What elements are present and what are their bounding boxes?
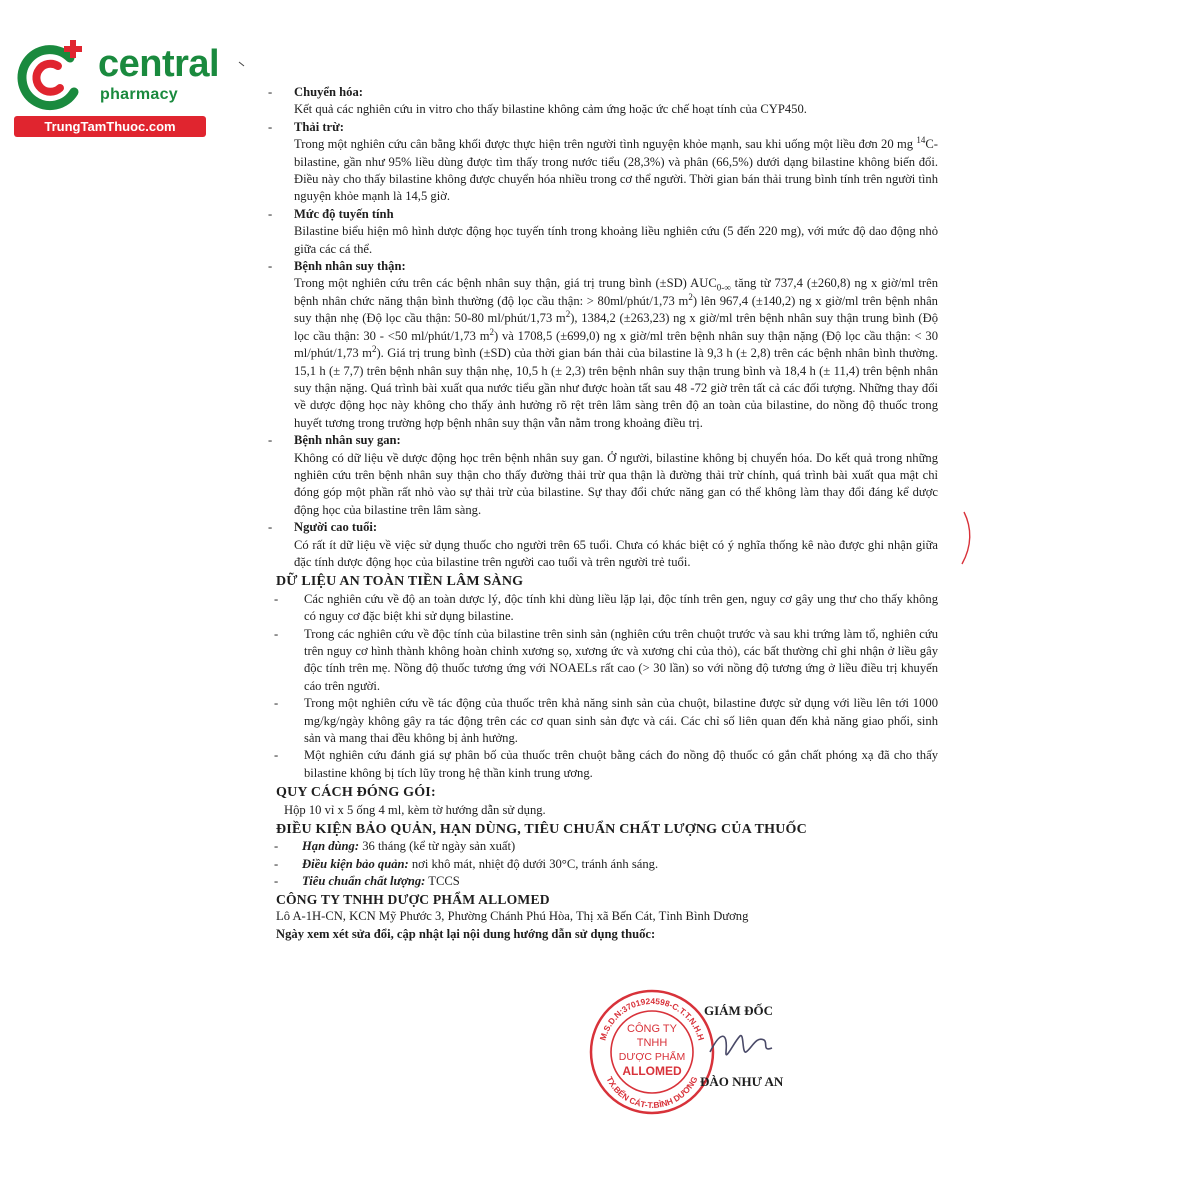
revision-note: Ngày xem xét sửa đổi, cập nhật lại nội dung hướng dẫn sử dụng thuốc:: [276, 926, 656, 941]
section-text: Không có dữ liệu về dược động học trên bệnh nhân suy gan. Ở người, bilastine không bị chuyển hóa. Do kết quả trong những nghiên cứu trên bệnh nhân suy thận cho thấy đường thải trừ qua thận là đường thải trừ chính, quá trình bài xuất qua mật chỉ đóng góp một phần rất nhỏ vào sự thải trừ của bilastine. Sự thay đổi chức năng gan có thể không làm thay đổi đáng kể dược động học của bilastine trên lâm sàng.: [294, 450, 938, 517]
svg-text:TX.BẾN CÁT-T.BÌNH DƯƠNG: TX.BẾN CÁT-T.BÌNH DƯƠNG: [604, 1074, 700, 1111]
packaging-heading: QUY CÁCH ĐÓNG GÓI:: [276, 785, 436, 801]
section-title: Bệnh nhân suy thận:: [294, 259, 406, 274]
svg-text:CÔNG TY: CÔNG TY: [627, 1023, 677, 1035]
director-title: GIÁM ĐỐC: [704, 1003, 773, 1018]
section-renal-impairment: - Bệnh nhân suy thận: Trong một nghiên cứu trên các bệnh nhân suy thận, giá trị trung bình (±SD) $AUC_{0-\infty}$ tăng từ 737,4 (±260,8) ng x giờ/ml trên bệnh nhân chức năng thận bình thường (độ lọc cầu thận: > 80ml/phút/1,73 $m^2$) lên 967,4 (±140,2) ng x giờ/ml trên bệnh nhân suy thận nhẹ (Độ lọc cầu thận: 50-80 ml/phút/1,73 $m^2$), 1384,2 (±263,23) ng x giờ/ml trên bệnh nhân suy thận trung bình (Độ lọc cầu thận: 30 - <50 ml/phút/1,73 $m^2$) và 1708,5 (±699,0) ng x giờ/ml trên bệnh nhân suy thận nặng (Độ lọc cầu thận: < 30 ml/phút/1,73 $m^2$). Giá trị trung bình (±SD) của thời gian bán thải của bilastine là 9,3 h (± 2,8) trên các bệnh nhân bình thường. 15,1 h (± 7,7) trên bệnh nhân suy thận nhẹ, 10,5 h (± 2,3) trên bệnh nhân suy thận trung bình và 18,4 h (± 11,4) trên bệnh nhân suy thận nặng. Quá trình bài xuất qua nước tiểu gần như được hoàn tất sau 48 -72 giờ trên tất cả các đối tượng. Những thay đổi về dược động học này không cho thấy ảnh hưởng rõ rệt trên lâm sàng trên độ an toàn của bilastine, do nồng độ thuốc trong huyết tương trong trường hợp bệnh nhân suy thận vẫn nằm trong khoảng điều trị.: [262, 258, 938, 432]
section-text: Kết quả các nghiên cứu in vitro cho thấy bilastine không cảm ứng hoặc ức chế hoạt tính của CYP450.: [294, 102, 807, 117]
list-item: - Trong một nghiên cứu về tác động của thuốc trên khả năng sinh sản của chuột, bilastine được sử dụng với liều lên tới 1000 mg/kg/ngày không gây ra tác động trên các cơ quan sinh sản đực và cái. Các chỉ số liên quan đến khả năng giao phối, sinh sản và mang thai đều không bị ảnh hưởng.: [274, 696, 938, 746]
section-text: Trong một nghiên cứu trên các bệnh nhân suy thận, giá trị trung bình (±SD) $AUC_{0-\infty}$ tăng từ 737,4 (±260,8) ng x giờ/ml trên bệnh nhân chức năng thận bình thường (độ lọc cầu thận: > 80ml/phút/1,73 $m^2$) lên 967,4 (±140,2) ng x giờ/ml trên bệnh nhân suy thận nhẹ (Độ lọc cầu thận: 50-80 ml/phút/1,73 $m^2$), 1384,2 (±263,23) ng x giờ/ml trên bệnh nhân suy thận trung bình (Độ lọc cầu thận: 30 - <50 ml/phút/1,73 $m^2$) và 1708,5 (±699,0) ng x giờ/ml trên bệnh nhân suy thận nặng (Độ lọc cầu thận: < 30 ml/phút/1,73 $m^2$). Giá trị trung bình (±SD) của thời gian bán thải của bilastine là 9,3 h (± 2,8) trên các bệnh nhân bình thường. 15,1 h (± 7,7) trên bệnh nhân suy thận nhẹ, 10,5 h (± 2,3) trên bệnh nhân suy thận trung bình và 18,4 h (± 11,4) trên bệnh nhân suy thận nặng. Quá trình bài xuất qua nước tiểu gần như được hoàn tất sau 48 -72 giờ trên tất cả các đối tượng. Những thay đổi về dược động học này không cho thấy ảnh hưởng rõ rệt trên lâm sàng trên độ an toàn của bilastine, do nồng độ thuốc trong huyết tương trong trường hợp bệnh nhân suy thận vẫn nằm trong khoảng điều trị.: [294, 276, 938, 430]
preclinical-heading: DỮ LIỆU AN TOÀN TIỀN LÂM SÀNG: [276, 574, 524, 590]
logo-banner: TrungTamThuoc.com: [14, 116, 206, 137]
section-title: Mức độ tuyến tính: [294, 206, 394, 221]
storage-item-conditions: - Điều kiện bảo quản: nơi khô mát, nhiệt độ dưới 30°C, tránh ánh sáng.: [274, 856, 659, 871]
section-hepatic-impairment: - Bệnh nhân suy gan: Không có dữ liệu về dược động học trên bệnh nhân suy gan. Ở người, bilastine không bị chuyển hóa. Do kết quả trong những nghiên cứu trên bệnh nhân suy thận cho thấy đường thải trừ qua thận là đường thải trừ chính, quá trình bài xuất qua mật chỉ đóng góp một phần rất nhỏ vào sự thải trừ của bilastine. Sự thay đổi chức năng gan có thể không làm thay đổi đáng kể dược động học của bilastine trên lâm sàng.: [262, 432, 938, 519]
logo-name: central: [98, 43, 220, 85]
list-item: - Một nghiên cứu đánh giá sự phân bố của thuốc trên chuột bằng cách đo nồng độ thuốc có gắn chất phóng xạ đã cho thấy bilastine không bị tích lũy trong hệ thần kinh trung ương.: [274, 748, 938, 780]
section-elimination: - Thải trừ: Trong một nghiên cứu cân bằng khối được thực hiện trên người tình nguyện khỏe mạnh, sau khi uống một liều đơn 20 mg $^{14}$C-bilastine, gần như 95% liều dùng được tìm thấy trong nước tiểu (28,3%) và phân (66,5%) dưới dạng bilastine không biến đổi. Điều này cho thấy bilastine không được chuyển hóa nhiều trong cơ thể người. Thời gian bán thải trung bình tính trên người tình nguyện khỏe mạnh là 14,5 giờ.: [262, 119, 938, 206]
storage-item-shelf-life: - Hạn dùng: 36 tháng (kể từ ngày sản xuất): [274, 839, 516, 854]
svg-text:DƯỢC PHẨM: DƯỢC PHẨM: [618, 1051, 686, 1063]
handwritten-signature: [706, 1022, 776, 1068]
section-title: Bệnh nhân suy gan:: [294, 433, 401, 448]
signer-name: ĐÀO NHƯ AN: [700, 1074, 784, 1089]
section-title: Thải trừ:: [294, 119, 344, 134]
svg-text:M.S.D.N:3701924598-C.T.T.N.H.H: M.S.D.N:3701924598-C.T.T.N.H.H: [597, 995, 707, 1042]
svg-text:TNHH: TNHH: [636, 1037, 668, 1049]
list-item: - Trong các nghiên cứu về độc tính của bilastine trên sinh sản (nghiên cứu trên chuột trước và sau khi trứng làm tổ, nghiên cứu trên nguy cơ hình thành không hoàn chỉnh xương sọ, xương ức và xương chi của thỏ), các bất thường chỉ ghi nhận ở liều gây độc tính trên mẹ. Nồng độ thuốc tương ứng với NOAELs rất cao (> 30 lần) so với nồng độ tương ứng ở liều điều trị khuyến cáo trên người.: [274, 626, 938, 693]
svg-text:ALLOMED: ALLOMED: [622, 1064, 682, 1078]
section-linearity: - Mức độ tuyến tính Bilastine biểu hiện mô hình dược động học tuyến tính trong khoảng liều nghiên cứu (5 đến 220 mg), với mức độ dao động nhỏ giữa các cá thể.: [262, 206, 938, 258]
company-name: CÔNG TY TNHH DƯỢC PHẨM ALLOMED: [276, 891, 550, 907]
scan-mark-icon: [238, 60, 246, 68]
document-body: [262, 84, 938, 943]
central-pharmacy-logo-icon: [10, 38, 88, 116]
section-title: Người cao tuổi:: [294, 520, 378, 535]
section-text: Bilastine biểu hiện mô hình dược động học tuyến tính trong khoảng liều nghiên cứu (5 đến 220 mg), với mức độ dao động nhỏ giữa các cá thể.: [294, 224, 938, 256]
storage-item-standard: - Tiêu chuẩn chất lượng: TCCS: [274, 874, 460, 889]
pharmacy-logo: [10, 38, 230, 138]
margin-pen-mark: [956, 510, 976, 566]
section-metabolism: - Chuyển hóa: Kết quả các nghiên cứu in vitro cho thấy bilastine không cảm ứng hoặc ức chế hoạt tính của CYP450.: [262, 84, 938, 119]
section-title: Chuyển hóa:: [294, 85, 363, 99]
section-elderly: - Người cao tuổi: Có rất ít dữ liệu về việc sử dụng thuốc cho người trên 65 tuổi. Chưa có khác biệt có ý nghĩa thống kê nào được ghi nhận giữa đặc tính dược động học của bilastine trên người cao tuổi và trên người trẻ tuổi.: [262, 519, 938, 571]
list-item: - Các nghiên cứu về độ an toàn dược lý, độc tính khi dùng liều lặp lại, độc tính trên gen, nguy cơ gây ung thư cho thấy không có nguy cơ đặc biệt khi sử dụng bilastine.: [274, 591, 938, 624]
logo-subtitle: pharmacy: [100, 86, 178, 103]
company-address: Lô A-1H-CN, KCN Mỹ Phước 3, Phường Chánh Phú Hòa, Thị xã Bến Cát, Tỉnh Bình Dương: [276, 909, 749, 924]
section-text: Có rất ít dữ liệu về việc sử dụng thuốc cho người trên 65 tuổi. Chưa có khác biệt có ý nghĩa thống kê nào được ghi nhận giữa đặc tính dược động học của bilastine trên người cao tuổi và trên người trẻ tuổi.: [294, 537, 938, 569]
company-stamp: [588, 988, 716, 1116]
packaging-text: Hộp 10 vỉ x 5 ống 4 ml, kèm tờ hướng dẫn sử dụng.: [284, 802, 546, 817]
storage-heading: ĐIỀU KIỆN BẢO QUẢN, HẠN DÙNG, TIÊU CHUẨN CHẤT LƯỢNG CỦA THUỐC: [276, 822, 807, 838]
section-text: Trong một nghiên cứu cân bằng khối được thực hiện trên người tình nguyện khỏe mạnh, sau khi uống một liều đơn 20 mg $^{14}$C-bilastine, gần như 95% liều dùng được tìm thấy trong nước tiểu (28,3%) và phân (66,5%) dưới dạng bilastine không biến đổi. Điều này cho thấy bilastine không được chuyển hóa nhiều trong cơ thể người. Thời gian bán thải trung bình tính trên người tình nguyện khỏe mạnh là 14,5 giờ.: [294, 135, 938, 204]
